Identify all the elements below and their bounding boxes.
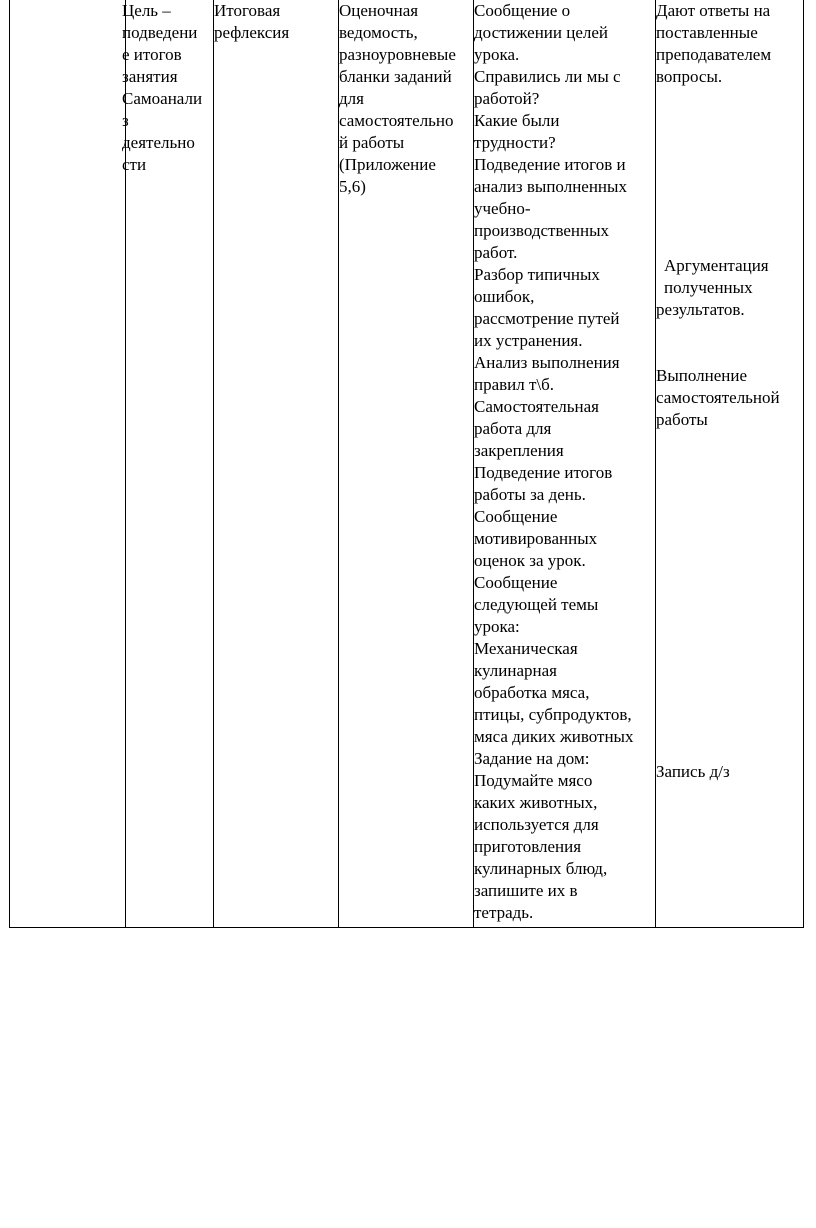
text-line: Запись д/з — [656, 762, 730, 781]
text-line: Подведение итогов и — [474, 155, 626, 174]
text-line: е итогов — [122, 45, 182, 64]
text-line: поставленные — [656, 23, 758, 42]
text-line: Какие были — [474, 111, 560, 130]
text-line: мотивированных — [474, 529, 598, 548]
text-line: птицы, субпродуктов, — [474, 705, 632, 724]
text-line: оценок за урок. — [474, 551, 586, 570]
text-line: Механическая — [474, 639, 578, 658]
text-line: занятия — [122, 67, 178, 86]
text-line: тетрадь. — [474, 903, 534, 922]
text-line: (Приложение — [339, 155, 436, 174]
text-line: Цель – — [122, 1, 171, 20]
answers-block — [656, 0, 803, 88]
teacher-activity-text — [474, 0, 655, 924]
text-line: й работы — [339, 133, 405, 152]
text-line: работы за день. — [474, 485, 586, 504]
homework-block — [656, 761, 803, 783]
table-cell-stage — [214, 0, 339, 927]
text-line: бланки заданий — [339, 67, 452, 86]
text-line: Справились ли мы с — [474, 67, 621, 86]
text-line: ведомость, — [339, 23, 418, 42]
text-line: следующей темы — [474, 595, 599, 614]
table-cell-materials — [339, 0, 474, 927]
table-row — [10, 0, 804, 927]
text-line: рефлексия — [214, 23, 290, 42]
text-line: 5,6) — [339, 177, 366, 196]
independent-work-block — [656, 365, 803, 431]
text-line: запишите их в — [474, 881, 578, 900]
text-line: Сообщение о — [474, 1, 571, 20]
text-line: Итоговая — [214, 1, 281, 20]
text-line: закрепления — [474, 441, 564, 460]
text-line: подведени — [122, 23, 198, 42]
text-line: рассмотрение путей — [474, 309, 620, 328]
lesson-plan-table — [9, 0, 804, 928]
text-line: Сообщение — [474, 507, 558, 526]
text-line: Анализ выполнения — [474, 353, 620, 372]
text-line: самостоятельной — [656, 388, 780, 407]
text-line: их устранения. — [474, 331, 583, 350]
text-line: анализ выполненных — [474, 177, 627, 196]
text-line: трудности? — [474, 133, 556, 152]
text-line: работой? — [474, 89, 540, 108]
text-line: з — [122, 111, 129, 130]
text-line: кулинарных блюд, — [474, 859, 608, 878]
text-line: преподавателем — [656, 45, 772, 64]
text-line: Подумайте мясо — [474, 771, 593, 790]
materials-text — [339, 0, 473, 198]
text-line: деятельно — [122, 133, 195, 152]
text-line: правил т\б. — [474, 375, 555, 394]
text-line: самостоятельно — [339, 111, 454, 130]
text-line: разноуровневые — [339, 45, 456, 64]
text-line: учебно- — [474, 199, 531, 218]
text-line: Задание на дом: — [474, 749, 590, 768]
text-line: каких животных, — [474, 793, 598, 812]
table-cell-goal — [122, 0, 214, 927]
text-line: работ. — [474, 243, 518, 262]
text-line: сти — [122, 155, 147, 174]
text-line: вопросы. — [656, 67, 723, 86]
argument-block — [656, 255, 803, 321]
text-line: урока. — [474, 45, 520, 64]
text-line: используется для — [474, 815, 599, 834]
text-line: урока: — [474, 617, 520, 636]
text-line: Дают ответы на — [656, 1, 771, 20]
text-line: Сообщение — [474, 573, 558, 592]
text-line: для — [339, 89, 364, 108]
goal-text — [122, 0, 213, 176]
text-line: кулинарная — [474, 661, 557, 680]
text-line: обработка мяса, — [474, 683, 590, 702]
text-line: ошибок, — [474, 287, 535, 306]
text-line: мяса диких животных — [474, 727, 634, 746]
text-line: работы — [656, 410, 708, 429]
text-line: Выполнение — [656, 366, 748, 385]
text-line: результатов. — [656, 300, 745, 319]
text-line: Аргументация — [664, 256, 769, 275]
text-line: Самоанали — [122, 89, 203, 108]
text-line: Разбор типичных — [474, 265, 600, 284]
text-line: достижении целей — [474, 23, 609, 42]
table-cell-empty — [10, 0, 126, 927]
text-line: приготовления — [474, 837, 582, 856]
stage-text — [214, 0, 338, 44]
table-cell-teacher-activity — [474, 0, 656, 927]
text-line: полученных — [664, 278, 753, 297]
text-line: Самостоятельная — [474, 397, 599, 416]
text-line: Подведение итогов — [474, 463, 613, 482]
text-line: Оценочная — [339, 1, 419, 20]
table-cell-student-activity — [656, 0, 804, 927]
text-line: работа для — [474, 419, 552, 438]
text-line: производственных — [474, 221, 610, 240]
